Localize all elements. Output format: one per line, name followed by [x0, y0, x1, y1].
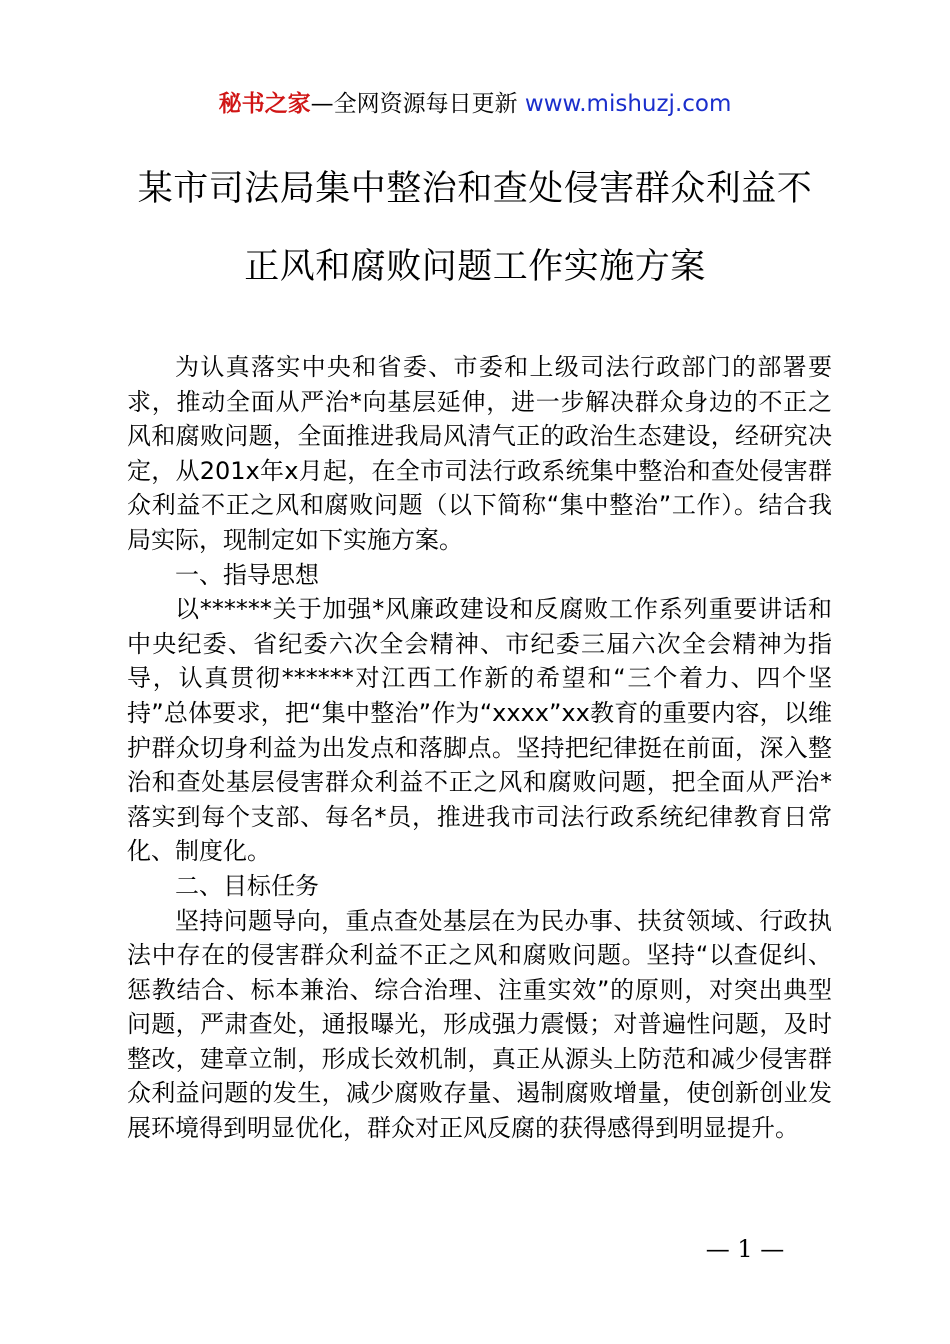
site-url-link[interactable]: www.mishuzj.com	[524, 91, 732, 117]
title-line-2: 正风和腐败问题工作实施方案	[244, 247, 706, 287]
brand-name: 秘书之家	[218, 91, 311, 117]
document-title	[110, 160, 840, 296]
section-2-heading: 二、目标任务	[175, 871, 319, 900]
section-1-heading: 一、指导思想	[175, 560, 319, 589]
section-2-paragraph: 坚持问题导向，重点查处基层在为民办事、扶贫领域、行政执法中存在的侵害群众利益不正之风和腐败问题。坚持“以查促纠、惩教结合、标本兼治、综合治理、注重实效”的原则，对突出典型问题，严肃查处，通报曝光，形成强力震慑；对普遍性问题，及时整改，建章立制，形成长效机制，真正从源头上防范和减少侵害群众利益问题的发生，减少腐败存量、遏制腐败增量，使创新创业发展环境得到明显优化，群众对正风反腐的获得感得到明显提升。	[127, 906, 832, 1143]
title-line-1: 某市司法局集中整治和查处侵害群众利益不	[137, 169, 813, 209]
site-header	[0, 86, 950, 122]
section-1-paragraph: 以******关于加强*风廉政建设和反腐败工作系列重要讲话和中央纪委、省纪委六次全会精神、市纪委三届六次全会精神为指导，认真贯彻******对江西工作新的希望和“三个着力、四个坚持”总体要求，把“集中整治”作为“xxxx”xx教育的重要内容，以维护群众切身利益为出发点和落脚点。坚持把纪律挺在前面，深入整治和查处基层侵害群众利益不正之风和腐败问题，把全面从严治*落实到每个支部、每名*员，推进我市司法行政系统纪律教育日常化、制度化。	[127, 595, 832, 866]
header-slogan: —全网资源每日更新	[310, 91, 525, 117]
intro-paragraph: 为认真落实中央和省委、市委和上级司法行政部门的部署要求，推动全面从严治*向基层延伸，进一步解决群众身边的不正之风和腐败问题，全面推进我局风清气正的政治生态建设，经研究决定，从201x年x月起，在全市司法行政系统集中整治和查处侵害群众利益不正之风和腐败问题（以下简称“集中整治”工作）。结合我局实际，现制定如下实施方案。	[127, 353, 832, 554]
document-body	[127, 350, 832, 1146]
page-number: — 1 —	[705, 1235, 785, 1263]
